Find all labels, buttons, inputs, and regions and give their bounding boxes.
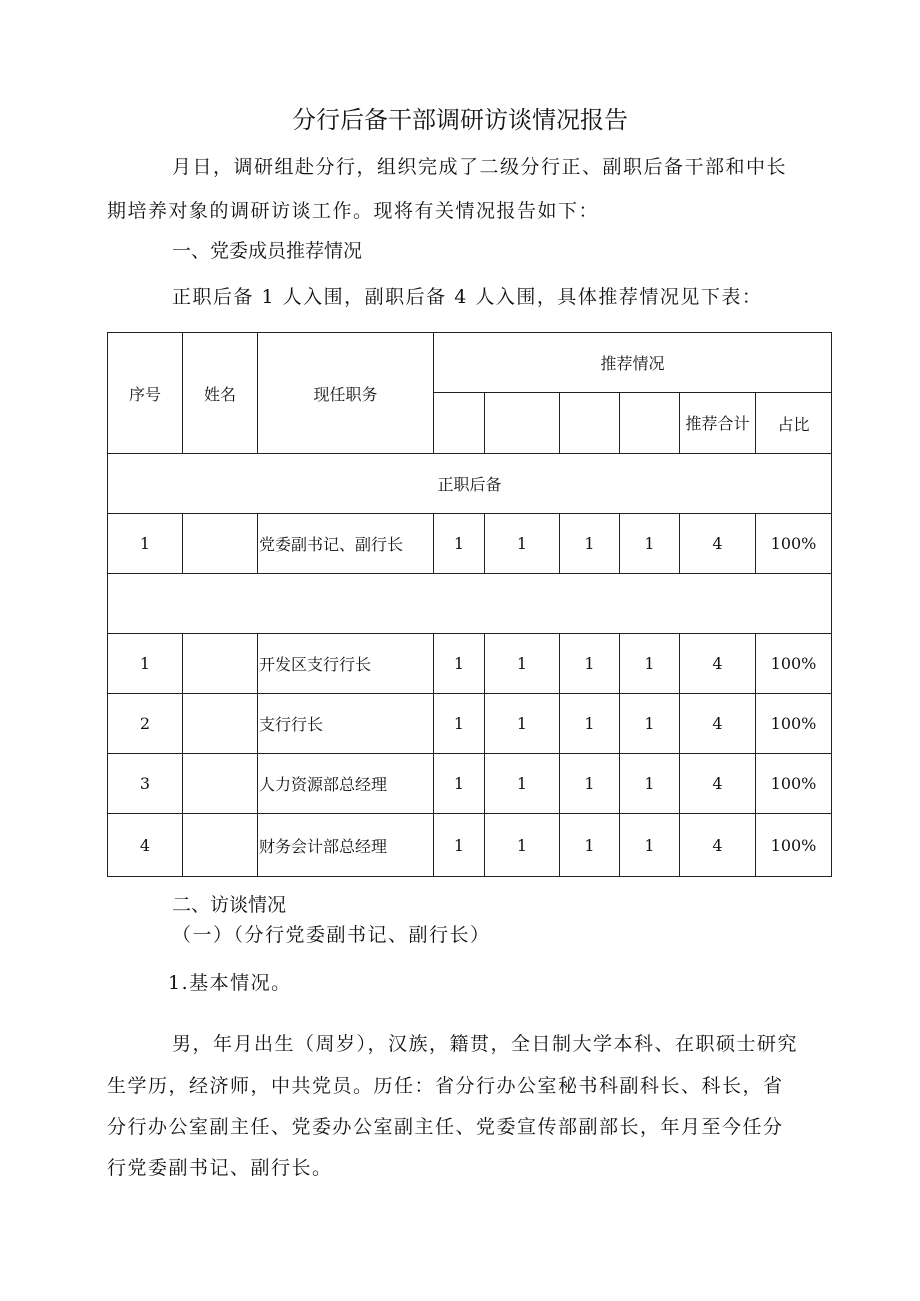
cell-v1: 1	[434, 754, 485, 814]
header-position: 现任职务	[258, 333, 434, 454]
cell-v4: 1	[620, 754, 680, 814]
cell-position: 党委副书记、副行长	[258, 514, 434, 574]
cell-total: 4	[680, 694, 756, 754]
cell-ratio: 100%	[756, 754, 832, 814]
cell-v4: 1	[620, 694, 680, 754]
header-blank-2	[485, 393, 560, 454]
cell-seq: 1	[108, 634, 183, 694]
group-label-principal: 正职后备	[108, 454, 832, 514]
header-recommend: 推荐情况	[434, 333, 832, 393]
table-row	[108, 754, 832, 814]
cell-position: 人力资源部总经理	[258, 754, 434, 814]
table-row	[108, 694, 832, 754]
section-1-text: 正职后备 1 人入围，副职后备 4 人入围，具体推荐情况见下表：	[172, 286, 763, 308]
section-2-heading: 二、访谈情况	[172, 894, 287, 916]
section-1-heading: 一、党委成员推荐情况	[172, 240, 363, 262]
cell-v2: 1	[485, 694, 560, 754]
cell-name	[183, 694, 258, 754]
cell-v4: 1	[620, 634, 680, 694]
cell-seq: 1	[108, 514, 183, 574]
table-row	[108, 634, 832, 694]
cell-v1: 1	[434, 634, 485, 694]
page-title: 分行后备干部调研访谈情况报告	[292, 106, 628, 134]
cell-v2: 1	[485, 814, 560, 877]
cell-name	[183, 754, 258, 814]
cell-seq: 3	[108, 754, 183, 814]
cell-position: 财务会计部总经理	[258, 814, 434, 877]
header-blank-1	[434, 393, 485, 454]
intro-line-1: 月日，调研组赴分行，组织完成了二级分行正、副职后备干部和中长	[172, 156, 788, 178]
cell-v3: 1	[560, 754, 620, 814]
cell-total: 4	[680, 814, 756, 877]
header-seq: 序号	[108, 333, 183, 454]
cell-total: 4	[680, 634, 756, 694]
cell-v2: 1	[485, 514, 560, 574]
cell-seq: 2	[108, 694, 183, 754]
cell-v1: 1	[434, 514, 485, 574]
cell-total: 4	[680, 754, 756, 814]
cell-name	[183, 514, 258, 574]
section-2-subheading: （一）（分行党委副书记、副行长）	[172, 924, 491, 946]
cell-ratio: 100%	[756, 514, 832, 574]
header-blank-4	[620, 393, 680, 454]
basic-info-heading: 1.基本情况。	[168, 972, 292, 994]
header-ratio: 占比	[756, 393, 832, 454]
bio-line-4: 行党委副书记、副行长。	[107, 1157, 333, 1179]
bio-line-3: 分行办公室副主任、党委办公室副主任、党委宣传部副部长，年月至今任分	[107, 1116, 784, 1138]
cell-name	[183, 634, 258, 694]
cell-ratio: 100%	[756, 694, 832, 754]
bio-line-1: 男，年月出生（周岁），汉族，籍贯，全日制大学本科、在职硕士研究	[172, 1033, 799, 1055]
cell-v3: 1	[560, 694, 620, 754]
table-row	[108, 514, 832, 574]
intro-line-2: 期培养对象的调研访谈工作。现将有关情况报告如下：	[107, 200, 600, 222]
cell-v4: 1	[620, 814, 680, 877]
cell-v1: 1	[434, 814, 485, 877]
header-name: 姓名	[183, 333, 258, 454]
cell-position: 支行行长	[258, 694, 434, 754]
cell-v1: 1	[434, 694, 485, 754]
cell-name	[183, 814, 258, 877]
cell-v3: 1	[560, 514, 620, 574]
recommendation-table	[107, 332, 832, 877]
cell-ratio: 100%	[756, 814, 832, 877]
group-label-deputy	[108, 574, 832, 634]
header-total: 推荐合计	[680, 393, 756, 454]
cell-total: 4	[680, 514, 756, 574]
cell-v2: 1	[485, 754, 560, 814]
table-row	[108, 814, 832, 877]
bio-line-2: 生学历，经济师，中共党员。历任：省分行办公室秘书科副科长、科长，省	[107, 1075, 784, 1097]
cell-ratio: 100%	[756, 634, 832, 694]
header-blank-3	[560, 393, 620, 454]
cell-v4: 1	[620, 514, 680, 574]
cell-v3: 1	[560, 814, 620, 877]
cell-v2: 1	[485, 634, 560, 694]
cell-seq: 4	[108, 814, 183, 877]
cell-position: 开发区支行行长	[258, 634, 434, 694]
cell-v3: 1	[560, 634, 620, 694]
